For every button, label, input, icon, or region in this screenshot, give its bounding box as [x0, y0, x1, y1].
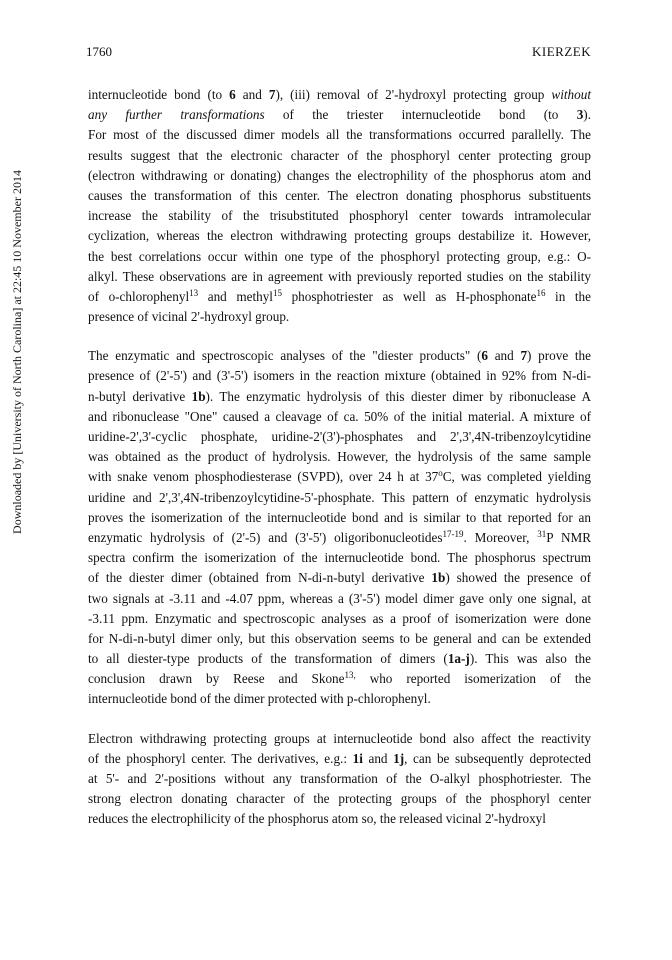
text-run: of the diester dimer (obtained from N-di-n-butyl derivative [88, 570, 432, 586]
bold-text: 1b [431, 570, 446, 586]
text-line [88, 186, 591, 206]
text-run: alkyl. These observations are in agreement with previously reported studies on the stability [88, 268, 591, 284]
text-run: Electron withdrawing protecting groups at internucleotide bond also affect the reactivity [88, 730, 591, 746]
text-line [88, 809, 591, 829]
text-run: presence of (2'-5') and (3'-5') isomers in the reaction mixture (obtained in 92% from N-di- [88, 368, 591, 384]
text-line [88, 346, 591, 366]
text-run: reduces the electrophilicity of the phosphorus atom so, the released vicinal 2'-hydroxyl [88, 811, 546, 827]
page-number: 1760 [86, 44, 112, 59]
text-run: phosphotriester as well as H-phosphonate [281, 288, 537, 304]
text-line [88, 427, 591, 447]
running-header-author: KIERZEK [532, 44, 592, 59]
superscript: 17-19 [442, 528, 464, 539]
text-run: presence of vicinal 2'-hydroxyl group. [88, 309, 290, 325]
bold-text: 6 [481, 348, 488, 364]
text-run: strong electron donating character of the protecting groups of the phosphoryl center [88, 791, 591, 807]
text-run: ). This was also the [469, 651, 592, 667]
text-line [88, 528, 591, 548]
bold-text: 7 [520, 348, 528, 364]
text-run: and [487, 348, 521, 364]
text-line [88, 287, 591, 307]
text-run: ) showed the presence of [445, 570, 592, 586]
text-line [88, 407, 591, 427]
text-line [88, 85, 591, 105]
bold-text: 7 [268, 87, 276, 102]
superscript: 13, [344, 670, 356, 681]
text-run: of the phosphoryl center. The derivatives, e.g.: [88, 750, 353, 766]
text-run: of o-chlorophenyl [88, 288, 190, 304]
text-line [88, 789, 591, 809]
text-line [88, 589, 591, 609]
text-line [88, 226, 591, 246]
text-line [88, 267, 591, 287]
text-line [88, 447, 591, 467]
text-run: results suggest that the electronic character of the phosphoryl center protecting group [88, 147, 591, 163]
text-run: -3.11 ppm. Enzymatic and spectroscopic analyses as a proof of isomerization were done [88, 610, 591, 626]
text-run: at 5'- and 2'-positions without any transformation of the O-alkyl phosphotriester. The [88, 771, 591, 786]
superscript: 15 [272, 287, 282, 298]
text-line [88, 689, 591, 709]
text-run: The enzymatic and spectroscopic analyses of the "diester products" ( [88, 348, 482, 364]
text-run: spectra confirm the isomerization of the internucleotide bond. The phosphorus spectrum [88, 550, 591, 566]
text-line [88, 749, 591, 769]
text-line [88, 307, 591, 327]
superscript: 31 [537, 528, 547, 539]
text-run: and ribonuclease "One" caused a cleavage of ca. 50% of the initial material. A mixture of [88, 408, 591, 424]
text-run: of the triester internucleotide bond (to [264, 107, 577, 123]
text-line [88, 609, 591, 629]
text-run: ). The enzymatic hydrolysis of this diester dimer by ribonuclease A [205, 388, 591, 404]
text-run: and methyl [198, 288, 273, 304]
text-line [88, 247, 591, 267]
italic-text: without [551, 87, 591, 102]
text-run: internucleotide bond of the dimer protected with p-chlorophenyl. [88, 691, 431, 707]
text-run: n-butyl derivative [88, 388, 192, 404]
text-line [88, 206, 591, 226]
text-run: proves the isomerization of the internucleotide bond and is similar to that reported for an [88, 509, 591, 525]
superscript: 16 [536, 287, 546, 298]
paragraph [88, 85, 591, 327]
text-run: uridine and 2',3',4N-tribenzoylcytidine-5'-phosphate. This pattern of enzymatic hydrolysis [88, 489, 591, 505]
text-line [88, 669, 591, 689]
bold-text: 6 [229, 87, 236, 102]
text-line [88, 366, 591, 386]
italic-text: any further transformations [88, 107, 265, 123]
text-run: increase the stability of the trisubstituted phosphoryl center towards intramolecular [88, 208, 591, 224]
text-run: internucleotide bond (to [88, 87, 230, 102]
text-line [88, 105, 591, 125]
text-run: , can be subsequently deprotected [404, 750, 591, 766]
text-run: to all diester-type products of the transformation of dimers ( [88, 651, 448, 667]
download-side-note: Downloaded by [University of North Carolina] at 22:45 10 November 2014 [10, 170, 24, 534]
text-line [88, 125, 591, 145]
text-run: C, was completed yielding [442, 469, 592, 485]
paragraph [88, 729, 591, 830]
paragraph-gap [88, 327, 591, 346]
text-run: conclusion drawn by Reese and Skone [88, 671, 345, 687]
text-run: with snake venom phosphodiesterase (SVPD), over 24 h at 37 [88, 469, 439, 485]
text-run: ). [583, 107, 591, 123]
text-run: who reported isomerization of the [355, 671, 591, 687]
text-run: enzymatic hydrolysis of (2'-5) and (3'-5') oligoribonucleotides [88, 529, 443, 545]
text-run: the best correlations occur within one type of the phosphoryl protecting group, e.g.: O- [88, 248, 591, 264]
superscript: 13 [189, 287, 199, 298]
text-line [88, 488, 591, 508]
text-run: causes the transformation of this center. The electron donating phosphorus substituents [88, 187, 591, 203]
text-run: For most of the discussed dimer models all the transformations occurred parallelly. The [88, 127, 591, 143]
bold-text: 1j [393, 750, 405, 766]
text-run: ) prove the [527, 348, 591, 364]
text-run: (electron withdrawing or donating) changes the electrophility of the phosphorus atom and [88, 167, 591, 183]
text-run: uridine-2',3'-cyclic phosphate, uridine-2'(3')-phosphates and 2',3',4N-tribenzoylcytidine [88, 429, 591, 444]
text-line [88, 769, 591, 789]
text-run: and [235, 87, 269, 102]
bold-text: 3 [576, 107, 584, 123]
text-line [88, 467, 591, 487]
text-run: cyclization, whereas the electron withdrawing protecting groups destabilize it. However, [88, 228, 591, 244]
paragraph [88, 346, 591, 709]
text-line [88, 548, 591, 568]
text-line [88, 568, 591, 588]
text-line [88, 729, 591, 749]
superscript: o [438, 468, 443, 479]
text-line [88, 629, 591, 649]
text-run: P NMR [546, 529, 592, 545]
article-body [88, 85, 591, 830]
text-run: two signals at -3.11 and -4.07 ppm, whereas a (3'-5') model dimer gave only one signal, at [88, 590, 591, 606]
bold-text: 1a-j [447, 651, 470, 667]
text-run: and [362, 750, 394, 766]
text-run: . Moreover, [463, 529, 538, 545]
text-run: for N-di-n-butyl dimer only, but this observation seems to be general and can be extended [88, 630, 591, 646]
paragraph-gap [88, 710, 591, 729]
bold-text: 1b [191, 388, 206, 404]
text-run: in the [545, 288, 592, 304]
text-run: was obtained as the product of hydrolysis. However, the hydrolysis of the same sample [88, 449, 591, 465]
text-line [88, 146, 591, 166]
bold-text: 1i [352, 750, 363, 766]
text-line [88, 166, 591, 186]
text-line [88, 387, 591, 407]
text-run: ), (iii) removal of 2'-hydroxyl protecting group [275, 87, 552, 102]
text-line [88, 508, 591, 528]
text-line [88, 649, 591, 669]
